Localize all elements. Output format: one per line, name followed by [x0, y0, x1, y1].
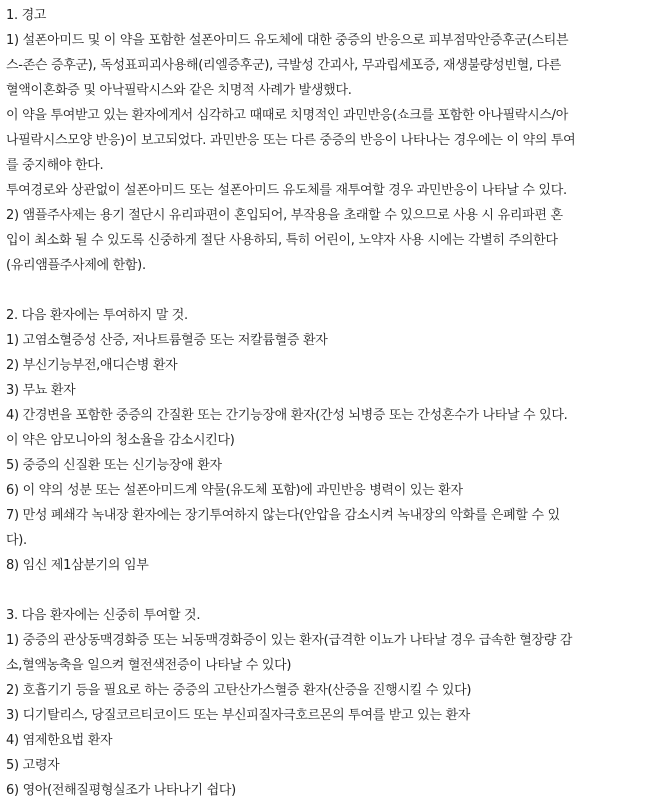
blank-line — [6, 278, 666, 303]
text-line: 2) 부신기능부전,애디슨병 환자 — [6, 358, 178, 373]
text-line: 투여경로와 상관없이 설폰아미드 또는 설폰아미드 유도체를 재투여할 경우 과민반응이 나타날 수 있다. — [6, 183, 567, 198]
text-line: 2) 앰플주사제는 용기 절단시 유리파편이 혼입되어, 부작용을 초래할 수 있으므로 사용 시 유리파편 혼 — [6, 208, 563, 223]
text-line: 이 약을 투여받고 있는 환자에게서 심각하고 때때로 치명적인 과민반응(쇼크를 포함한 아나필락시스/아 — [6, 108, 569, 123]
text-line: (유리앰플주사제에 한함). — [6, 258, 146, 273]
text-line: 이 약은 암모니아의 청소율을 감소시킨다) — [6, 433, 235, 448]
blank-line — [6, 578, 666, 603]
text-line: 스-존슨 증후군), 독성표피괴사용해(리엘증후군), 극발성 간괴사, 무과립세포증, 재생불량성빈혈, 다른 — [6, 58, 562, 73]
text-line: 혈액이혼화증 및 아낙필락시스와 같은 치명적 사례가 발생했다. — [6, 83, 352, 98]
text-line: 6) 영아(전해질평형실조가 나타나기 쉽다) — [6, 783, 236, 798]
text-line: 1) 중증의 관상동맥경화증 또는 뇌동맥경화증이 있는 환자(급격한 이뇨가 나타날 경우 급속한 혈장량 감 — [6, 633, 573, 648]
text-line: 1) 고염소혈증성 산증, 저나트륨혈증 또는 저칼륨혈증 환자 — [6, 333, 328, 348]
text-line: 6) 이 약의 성분 또는 설폰아미드계 약물(유도체 포함)에 과민반응 병력이 있는 환자 — [6, 483, 463, 498]
text-line: 를 중지해야 한다. — [6, 158, 104, 173]
section-1-heading: 1. 경고 — [6, 8, 47, 23]
text-line: 3) 무뇨 환자 — [6, 383, 76, 398]
section-3-heading: 3. 다음 환자에는 신중히 투여할 것. — [6, 608, 201, 623]
document-body — [6, 3, 666, 803]
text-line: 소,혈액농축을 일으켜 혈전색전증이 나타날 수 있다) — [6, 658, 292, 673]
text-line: 2) 호흡기기 등을 필요로 하는 중증의 고탄산가스혈증 환자(산증을 진행시킬 수 있다) — [6, 683, 472, 698]
text-line: 다). — [6, 533, 27, 548]
text-line: 8) 임신 제1삼분기의 임부 — [6, 558, 149, 573]
text-line: 7) 만성 폐쇄각 녹내장 환자에는 장기투여하지 않는다(안압을 감소시켜 녹내장의 악화를 은폐할 수 있 — [6, 508, 560, 523]
text-line: 나필락시스모양 반응)이 보고되었다. 과민반응 또는 다른 중증의 반응이 나타나는 경우에는 이 약의 투여 — [6, 133, 576, 148]
text-line: 입이 최소화 될 수 있도록 신중하게 절단 사용하되, 특히 어린이, 노약자 사용 시에는 각별히 주의한다 — [6, 233, 558, 248]
text-line: 4) 염제한요법 환자 — [6, 733, 113, 748]
text-line: 1) 설폰아미드 및 이 약을 포함한 설폰아미드 유도체에 대한 중증의 반응으로 피부점막안증후군(스티븐 — [6, 33, 569, 48]
text-line: 5) 중증의 신질환 또는 신기능장애 환자 — [6, 458, 222, 473]
section-2-heading: 2. 다음 환자에는 투여하지 말 것. — [6, 308, 188, 323]
text-line: 4) 간경변을 포함한 중증의 간질환 또는 간기능장애 환자(간성 뇌병증 또는 간성혼수가 나타날 수 있다. — [6, 408, 568, 423]
text-line: 3) 디기탈리스, 당질코르티코이드 또는 부신피질자극호르몬의 투여를 받고 있는 환자 — [6, 708, 471, 723]
text-line: 5) 고령자 — [6, 758, 60, 773]
